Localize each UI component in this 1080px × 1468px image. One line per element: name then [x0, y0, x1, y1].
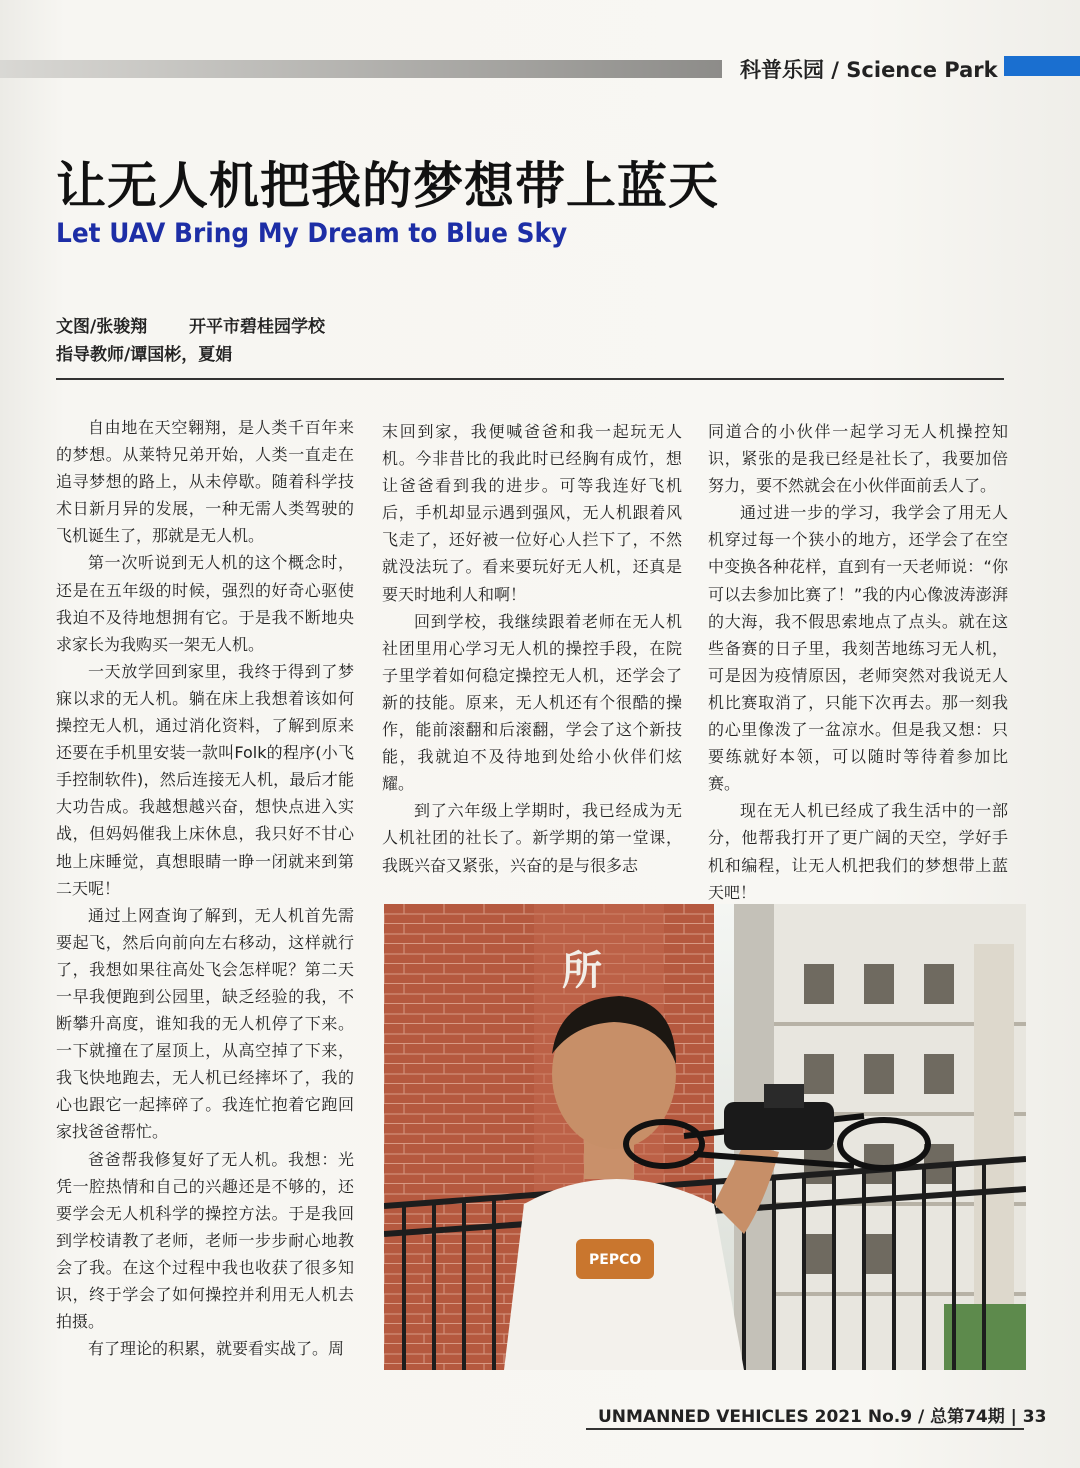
- footer-issue-info: UNMANNED VEHICLES 2021 No.9 / 总第74期 | 33: [598, 1407, 1047, 1427]
- footer-rule: [586, 1428, 1024, 1430]
- title-divider: [56, 378, 1004, 380]
- paragraph: 现在无人机已经成了我生活中的一部分，他帮我打开了更广阔的天空，学好手机和编程，让无人机把我们的梦想带上蓝天吧！: [708, 801, 1008, 902]
- byline-author-line: [56, 312, 325, 337]
- header-blue-tab: [1004, 56, 1080, 76]
- paragraph: 一天放学回到家里，我终于得到了梦寐以求的无人机。躺在床上我想着该如何操控无人机，通过消化资料，了解到原来还要在手机里安装一款叫Folk的程序(小飞手控制软件)，然后连接无人机，最后才能大功告成。我越想越兴奋，想快点进入实战，但妈妈催我上床休息，我只好不甘心地上床睡觉，真想眼睛一睁一闭就来到第二天呢！: [56, 661, 354, 898]
- paragraph: 通过进一步的学习，我学会了用无人机穿过每一个狭小的地方，还学会了在空中变换各种花样，直到有一天老师说：“你可以去参加比赛了！”我的内心像波涛澎湃的大海，我不假思索地点了点头。就在这些备赛的日子里，我刻苦地练习无人机，可是因为疫情原因，老师突然对我说无人机比赛取消了，只能下次再去。那一刻我的心里像泼了一盆凉水。但是我又想：只要练就好本领，可以随时等待着参加比赛。: [708, 503, 1008, 794]
- shirt-logo-text: PEPCO: [589, 1252, 642, 1268]
- paragraph: 同道合的小伙伴一起学习无人机操控知识，紧张的是我已经是社长了，我要加倍努力，要不然就会在小伙伴面前丢人了。: [708, 422, 1008, 496]
- article-photo: [384, 904, 1026, 1370]
- body-column-1: [56, 414, 354, 1362]
- article-subtitle: Let UAV Bring My Dream to Blue Sky: [56, 218, 568, 249]
- photo-illustration: [384, 904, 1026, 1370]
- header-gray-bar: [0, 60, 722, 78]
- byline-school: 开平市碧桂园学校: [189, 317, 326, 337]
- paragraph: 末回到家，我便喊爸爸和我一起玩无人机。今非昔比的我此时已经胸有成竹，想让爸爸看到我的进步。可等我连好飞机后，手机却显示遇到强风，无人机跟着风飞走了，还好被一位好心人拦下了，不然就没法玩了。看来要玩好无人机，还真是要天时地利人和啊！: [382, 422, 682, 604]
- paragraph: 自由地在天空翱翔，是人类千百年来的梦想。从莱特兄弟开始，人类一直走在追寻梦想的路上，从未停歇。随着科学技术日新月异的发展，一种无需人类驾驶的飞机诞生了，那就是无人机。: [56, 418, 354, 546]
- paragraph: 到了六年级上学期时，我已经成为无人机社团的社长了。新学期的第一堂课，我既兴奋又紧张，兴奋的是与很多志: [382, 801, 682, 875]
- byline-author: 文图/张骏翔: [56, 317, 148, 337]
- body-column-3: [708, 418, 1008, 906]
- wall-character: 所: [562, 948, 602, 994]
- section-label: 科普乐园 / Science Park: [740, 58, 998, 82]
- paragraph: 回到学校，我继续跟着老师在无人机社团里用心学习无人机的操控手段，在院子里学着如何稳定操控无人机，还学会了新的技能。原来，无人机还有个很酷的操作，能前滚翻和后滚翻，学会了这个新技能，我就迫不及待地到处给小伙伴们炫耀。: [382, 611, 682, 794]
- body-column-2: [382, 418, 682, 879]
- byline-teachers: 指导教师/谭国彬，夏娟: [56, 345, 233, 365]
- article-title: 让无人机把我的梦想带上蓝天: [56, 157, 719, 215]
- paragraph: 有了理论的积累，就要看实战了。周: [88, 1339, 345, 1359]
- paragraph: 第一次听说到无人机的这个概念时，还是在五年级的时候，强烈的好奇心驱使我迫不及待地想拥有它。于是我不断地央求家长为我购买一架无人机。: [56, 553, 354, 654]
- paragraph: 通过上网查询了解到，无人机首先需要起飞，然后向前向左右移动，这样就行了，我想如果往高处飞会怎样呢？第二天一早我便跑到公园里，缺乏经验的我，不断攀升高度，谁知我的无人机停了下来。一下就撞在了屋顶上，从高空掉了下来，我飞快地跑去，无人机已经摔坏了，我的心也跟它一起摔碎了。我连忙抱着它跑回家找爸爸帮忙。: [56, 905, 354, 1142]
- paragraph: 爸爸帮我修复好了无人机。我想：光凭一腔热情和自己的兴趣还是不够的，还要学会无人机科学的操控方法。于是我回到学校请教了老师，老师一步步耐心地教会了我。在这个过程中我也收获了很多知识，终于学会了如何操控并利用无人机去拍摄。: [56, 1149, 354, 1332]
